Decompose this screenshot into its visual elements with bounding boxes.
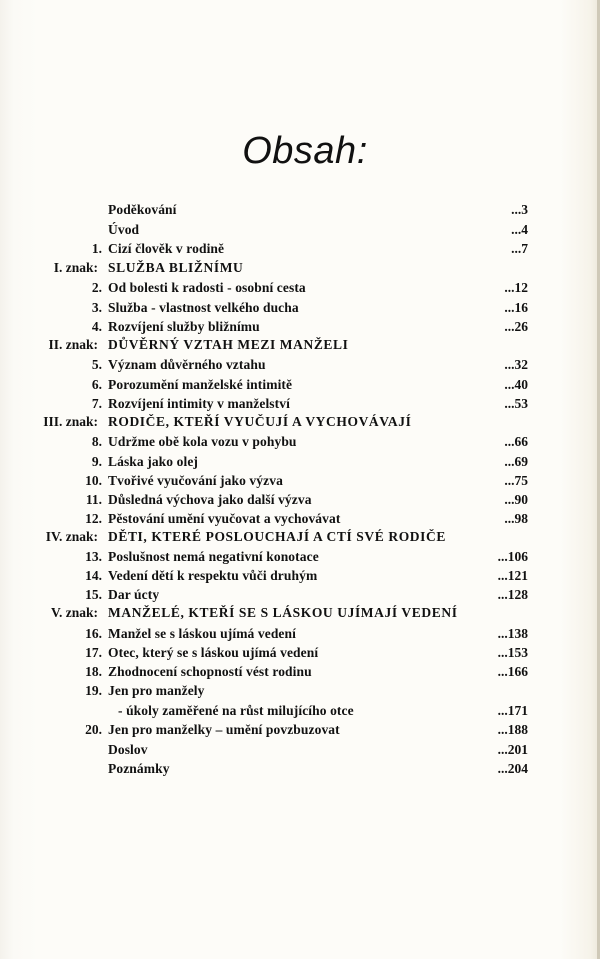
toc-part-heading xyxy=(0,335,600,355)
toc-entry-page: ...128 xyxy=(497,587,528,602)
toc-entry xyxy=(0,298,600,318)
toc-part-title: MANŽELÉ, KTEŘÍ SE S LÁSKOU UJÍMAJÍ VEDENÍ xyxy=(108,605,458,620)
toc-entry-number: 18. xyxy=(85,664,102,679)
toc-part-title: DŮVĚRNÝ VZTAH MEZI MANŽELI xyxy=(108,337,349,352)
toc-part-label: I. znak: xyxy=(53,260,98,275)
toc-entry-title: Dar úcty xyxy=(108,587,160,602)
toc-entry-title: Jen pro manžely xyxy=(108,683,205,698)
toc-entry xyxy=(0,375,600,395)
toc-entry-page: ...153 xyxy=(497,645,528,660)
toc-part-title: SLUŽBA BLIŽNÍMU xyxy=(108,260,244,275)
toc-entry xyxy=(0,740,600,760)
toc-entry-number: 14. xyxy=(85,568,102,583)
toc-entry-title: Služba - vlastnost velkého ducha xyxy=(108,300,299,315)
toc-entry xyxy=(0,585,600,605)
toc-entry-number: 7. xyxy=(91,396,102,411)
toc-entry xyxy=(0,681,600,701)
toc-entry xyxy=(0,432,600,452)
toc-entry-page: ...40 xyxy=(504,377,528,392)
toc-part-label: III. znak: xyxy=(43,414,98,429)
toc-entry xyxy=(0,200,600,220)
toc-entry-title: Manžel se s láskou ujímá vedení xyxy=(108,626,296,641)
toc-entry-title: Poděkování xyxy=(108,202,177,217)
toc-entry-title: Doslov xyxy=(108,742,148,757)
toc-entry-number: 8. xyxy=(91,434,102,449)
toc-entry-page: ...66 xyxy=(504,434,528,449)
toc-entry xyxy=(0,355,600,375)
toc-entry-title: Jen pro manželky – umění povzbuzovat xyxy=(108,722,340,737)
toc-entry-title: Rozvíjení služby bližnímu xyxy=(108,319,260,334)
toc-entry-page: ...69 xyxy=(504,454,528,469)
toc-entry-number: 2. xyxy=(91,280,102,295)
toc-part-label: II. znak: xyxy=(48,337,98,352)
toc-part-label: IV. znak: xyxy=(45,529,98,544)
toc-entry-title: Tvořivé vyučování jako výzva xyxy=(108,473,283,488)
toc-entry-number: 3. xyxy=(91,300,102,315)
toc-entry-title: Udržme obě kola vozu v pohybu xyxy=(108,434,297,449)
toc-entry xyxy=(0,220,600,240)
toc-part-heading xyxy=(0,258,600,278)
toc-entry-page: ...138 xyxy=(497,626,528,641)
toc-entry-page: ...166 xyxy=(497,664,528,679)
toc-entry-number: 5. xyxy=(91,357,102,372)
page-title: Obsah: xyxy=(242,130,368,172)
toc-entry-page: ...188 xyxy=(497,722,528,737)
toc-entry-page: ...7 xyxy=(511,241,528,256)
toc-entry-page: ...53 xyxy=(504,396,528,411)
toc-entry-title: Poslušnost nemá negativní konotace xyxy=(108,549,319,564)
toc-entry-title: Rozvíjení intimity v manželství xyxy=(108,396,290,411)
toc-entry xyxy=(0,509,600,529)
table-of-contents xyxy=(0,200,600,780)
toc-part-heading xyxy=(0,603,600,623)
toc-entry-number: 16. xyxy=(85,626,102,641)
toc-entry-page: ...75 xyxy=(504,473,528,488)
toc-entry xyxy=(0,643,600,663)
toc-entry xyxy=(0,317,600,337)
toc-entry-title: Důsledná výchova jako další výzva xyxy=(108,492,312,507)
toc-entry xyxy=(0,624,600,644)
toc-entry xyxy=(0,566,600,586)
toc-entry-title: Význam důvěrného vztahu xyxy=(108,357,266,372)
toc-part-title: DĚTI, KTERÉ POSLOUCHAJÍ A CTÍ SVÉ RODIČE xyxy=(108,529,446,544)
toc-entry-page: ...3 xyxy=(511,202,528,217)
toc-entry-page: ...121 xyxy=(497,568,528,583)
toc-entry xyxy=(0,239,600,259)
toc-entry-title: Zhodnocení schopností vést rodinu xyxy=(108,664,312,679)
toc-entry-page: ...106 xyxy=(497,549,528,564)
toc-entry xyxy=(0,278,600,298)
toc-entry-page: ...201 xyxy=(497,742,528,757)
toc-entry-number: 12. xyxy=(85,511,102,526)
toc-entry-title: Úvod xyxy=(108,222,140,237)
toc-entry-page: ...204 xyxy=(497,761,528,776)
toc-entry xyxy=(0,662,600,682)
toc-entry xyxy=(0,490,600,510)
toc-entry-title: - úkoly zaměřené na růst milujícího otce xyxy=(118,703,354,718)
toc-part-title: RODIČE, KTEŘÍ VYUČUJÍ A VYCHOVÁVAJÍ xyxy=(108,414,412,429)
toc-entry-title: Láska jako olej xyxy=(108,454,199,469)
toc-part-label: V. znak: xyxy=(50,605,98,620)
toc-entry-title: Otec, který se s láskou ujímá vedení xyxy=(108,645,319,660)
toc-entry-number: 4. xyxy=(91,319,102,334)
toc-entry-page: ...12 xyxy=(504,280,528,295)
toc-part-heading xyxy=(0,527,600,547)
toc-entry-title: Od bolesti k radosti - osobní cesta xyxy=(108,280,306,295)
toc-entry-page: ...16 xyxy=(504,300,528,315)
toc-entry-title: Pěstování umění vyučovat a vychovávat xyxy=(108,511,341,526)
toc-entry-title: Porozumění manželské intimitě xyxy=(108,377,293,392)
toc-entry-number: 11. xyxy=(85,492,102,507)
toc-entry-page: ...98 xyxy=(504,511,528,526)
toc-entry-number: 6. xyxy=(91,377,102,392)
toc-entry-number: 10. xyxy=(85,473,102,488)
toc-entry-number: 20. xyxy=(85,722,102,737)
toc-entry-number: 9. xyxy=(91,454,102,469)
toc-entry-number: 17. xyxy=(85,645,102,660)
toc-entry-title: Poznámky xyxy=(108,761,170,776)
toc-entry xyxy=(0,394,600,414)
toc-entry xyxy=(0,701,600,721)
toc-entry-title: Cizí člověk v rodině xyxy=(108,241,225,256)
toc-entry-page: ...32 xyxy=(504,357,528,372)
toc-entry xyxy=(0,452,600,472)
toc-entry xyxy=(0,471,600,491)
toc-entry-number: 13. xyxy=(85,549,102,564)
toc-entry xyxy=(0,759,600,779)
toc-entry-number: 15. xyxy=(85,587,102,602)
toc-entry xyxy=(0,547,600,567)
toc-entry-page: ...26 xyxy=(504,319,528,334)
toc-part-heading xyxy=(0,412,600,432)
toc-entry-title: Vedení dětí k respektu vůči druhým xyxy=(108,568,318,583)
toc-entry-page: ...4 xyxy=(511,222,528,237)
toc-entry xyxy=(0,720,600,740)
toc-entry-number: 19. xyxy=(85,683,102,698)
toc-entry-number: 1. xyxy=(91,241,102,256)
toc-entry-page: ...90 xyxy=(504,492,528,507)
toc-entry-page: ...171 xyxy=(497,703,528,718)
